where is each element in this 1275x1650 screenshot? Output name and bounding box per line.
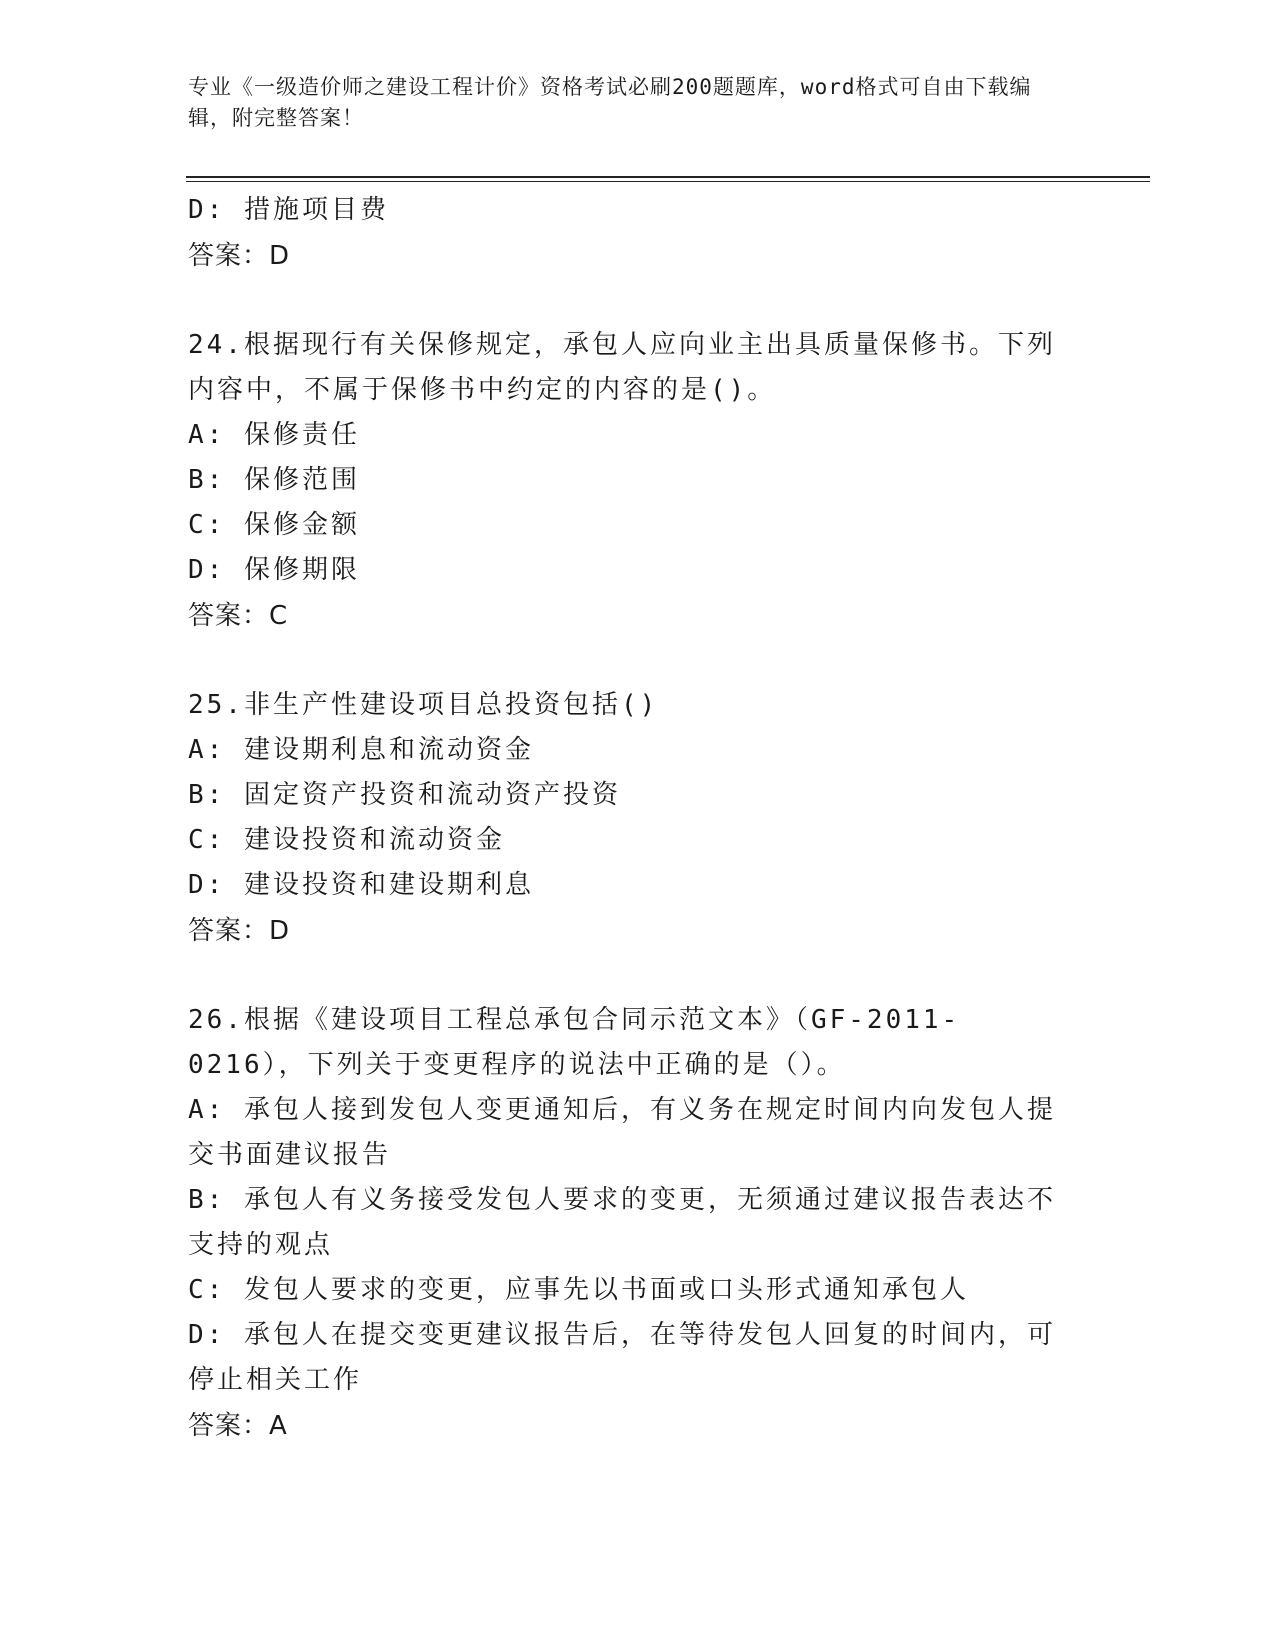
option-c: C: 保修金额 <box>188 510 360 540</box>
answer: 答案：D <box>188 916 291 946</box>
question-list <box>188 188 1078 1449</box>
option-b: B: 固定资产投资和流动资产投资 <box>188 780 621 810</box>
option-c: C: 发包人要求的变更，应事先以书面或口头形式通知承包人 <box>188 1275 969 1305</box>
option-b: B: 保修范围 <box>188 465 360 495</box>
option-d: D: 承包人在提交变更建议报告后，在等待发包人回复的时间内，可停止相关工作 <box>188 1320 1056 1395</box>
question-stem: 24.根据现行有关保修规定，承包人应向业主出具质量保修书。下列内容中，不属于保修书中约定的内容的是()。 <box>188 330 1056 405</box>
option-d: D: 建设投资和建设期利息 <box>188 870 534 900</box>
option-a: A: 建设期利息和流动资金 <box>188 735 534 765</box>
answer: 答案：A <box>188 1411 288 1441</box>
option-b: B: 承包人有义务接受发包人要求的变更，无须通过建议报告表达不支持的观点 <box>188 1185 1056 1260</box>
option-c: C: 建设投资和流动资金 <box>188 825 505 855</box>
question-stem: 26.根据《建设项目工程总承包合同示范文本》（GF-2011-0216），下列关于变更程序的说法中正确的是（）。 <box>188 1005 961 1080</box>
option-d: D: 保修期限 <box>188 555 360 585</box>
previous-option-d: D: 措施项目费 <box>188 195 389 225</box>
header-divider <box>186 176 1150 178</box>
header-divider-thin <box>186 181 1150 182</box>
previous-answer: 答案：D <box>188 241 291 271</box>
option-a: A: 保修责任 <box>188 420 360 450</box>
question-stem: 25.非生产性建设项目总投资包括() <box>188 690 659 720</box>
answer: 答案：C <box>188 601 289 631</box>
option-a: A: 承包人接到发包人变更通知后，有义务在规定时间内向发包人提交书面建议报告 <box>188 1095 1056 1170</box>
question-26 <box>188 998 1078 1449</box>
question-25 <box>188 683 1078 954</box>
question-24 <box>188 323 1078 639</box>
document-header: 专业《一级造价师之建设工程计价》资格考试必刷200题题库，word格式可自由下载编辑，附完整答案！ <box>188 75 1032 130</box>
